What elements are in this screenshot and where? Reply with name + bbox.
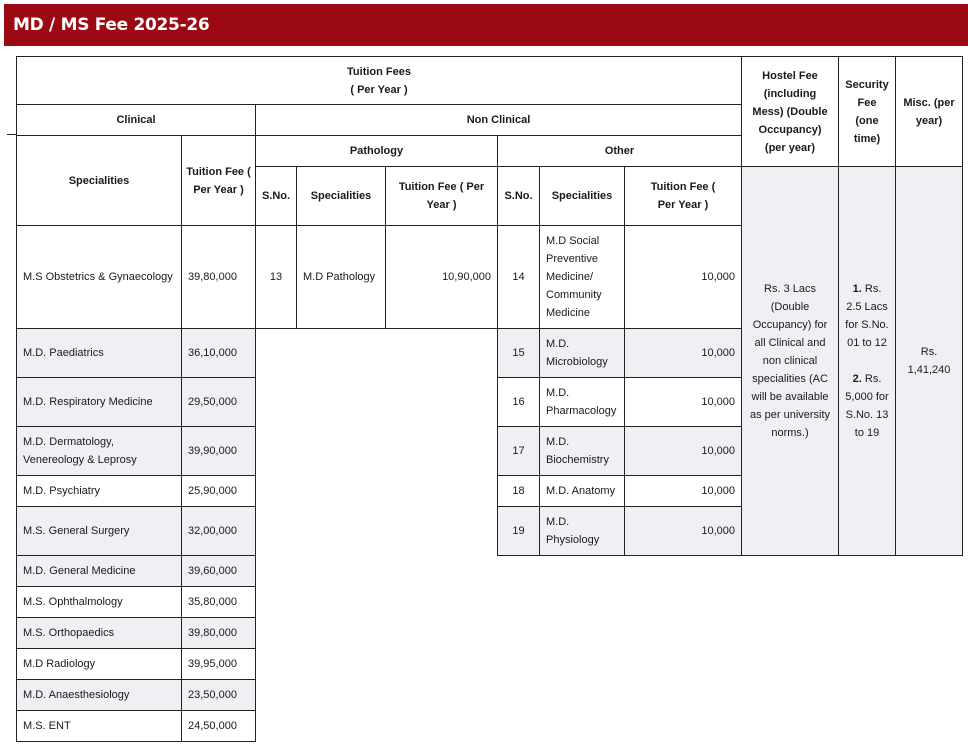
other-row-4-fee: 10,000 [624,426,742,476]
security-item-1: 1. Rs. 2.5 Lacs for S.No. 01 to 12 [845,283,889,349]
pathology-specialities-header: Specialities [296,166,386,226]
clinical-row-6-name: M.S. General Surgery [16,506,182,556]
pathology-row-fee: 10,90,000 [385,225,498,329]
misc-fee-cell: Rs. 1,41,240 [895,166,963,556]
pathology-fee-header: Tuition Fee ( Per Year ) [385,166,498,226]
tuition-fees-label: Tuition Fees [347,65,411,78]
clinical-row-2-name: M.D. Paediatrics [16,328,182,378]
other-row-2-sno: 15 [497,328,540,378]
clinical-row-5-fee: 25,90,000 [181,475,256,507]
hostel-fee-header: Hostel Fee (including Mess) (Double Occupancy) (per year) [741,56,839,167]
other-row-3-fee: 10,000 [624,377,742,427]
other-row-3-sno: 16 [497,377,540,427]
page-title: MD / MS Fee 2025-26 [4,4,968,46]
other-row-3-name: M.D. Pharmacology [539,377,625,427]
clinical-row-3-fee: 29,50,000 [181,377,256,427]
other-row-4-sno: 17 [497,426,540,476]
clinical-row-7-fee: 39,60,000 [181,555,256,587]
pathology-row-sno: 13 [255,225,297,329]
other-row-1-sno: 14 [497,225,540,329]
other-row-5-sno: 18 [497,475,540,507]
clinical-row-6-fee: 32,00,000 [181,506,256,556]
other-fee-header: Tuition Fee ( Per Year ) [624,166,742,226]
other-row-5-fee: 10,000 [624,475,742,507]
other-row-6-name: M.D. Physiology [539,506,625,556]
security-fee-cell [838,166,896,556]
clinical-row-8-name: M.S. Ophthalmology [16,586,182,618]
tuition-fees-header [16,56,742,105]
per-year-label: ( Per Year ) [350,83,408,96]
clinical-header: Clinical [16,104,256,136]
clinical-fee-header: Tuition Fee ( Per Year ) [181,135,256,226]
clinical-row-11-name: M.D. Anaesthesiology [16,679,182,711]
non-clinical-header: Non Clinical [255,104,742,136]
clinical-specialities-header: Specialities [16,135,182,226]
clinical-row-8-fee: 35,80,000 [181,586,256,618]
clinical-row-5-name: M.D. Psychiatry [16,475,182,507]
clinical-row-4-fee: 39,90,000 [181,426,256,476]
other-row-1-fee: 10,000 [624,225,742,329]
other-row-2-name: M.D. Microbiology [539,328,625,378]
security-item-2: 2. Rs. 5,000 for S.No. 13 to 19 [845,373,889,439]
clinical-row-4-name: M.D. Dermatology, Venereology & Leprosy [16,426,182,476]
clinical-row-10-name: M.D Radiology [16,648,182,680]
other-row-4-name: M.D. Biochemistry [539,426,625,476]
clinical-row-1-fee: 39,80,000 [181,225,256,329]
clinical-row-12-name: M.S. ENT [16,710,182,742]
clinical-row-9-name: M.S. Orthopaedics [16,617,182,649]
clinical-row-10-fee: 39,95,000 [181,648,256,680]
misc-header: Misc. (per year) [895,56,963,167]
clinical-row-12-fee: 24,50,000 [181,710,256,742]
other-row-6-fee: 10,000 [624,506,742,556]
table-left-rule [7,134,16,135]
other-header: Other [497,135,742,167]
other-specialities-header: Specialities [539,166,625,226]
clinical-row-11-fee: 23,50,000 [181,679,256,711]
other-row-1-name: M.D Social Preventive Medicine/ Community Medicine [539,225,625,329]
security-fee-header: Security Fee (one time) [838,56,896,167]
other-row-6-sno: 19 [497,506,540,556]
pathology-header: Pathology [255,135,498,167]
pathology-row-name: M.D Pathology [296,225,386,329]
hostel-fee-cell: Rs. 3 Lacs (Double Occupancy) for all Clinical and non clinical specialities (AC will be available as per university norms.) [741,166,839,556]
other-row-5-name: M.D. Anatomy [539,475,625,507]
clinical-row-9-fee: 39,80,000 [181,617,256,649]
clinical-row-1-name: M.S Obstetrics & Gynaecology [16,225,182,329]
other-sno-header: S.No. [497,166,540,226]
pathology-sno-header: S.No. [255,166,297,226]
clinical-row-7-name: M.D. General Medicine [16,555,182,587]
clinical-row-2-fee: 36,10,000 [181,328,256,378]
clinical-row-3-name: M.D. Respiratory Medicine [16,377,182,427]
other-row-2-fee: 10,000 [624,328,742,378]
